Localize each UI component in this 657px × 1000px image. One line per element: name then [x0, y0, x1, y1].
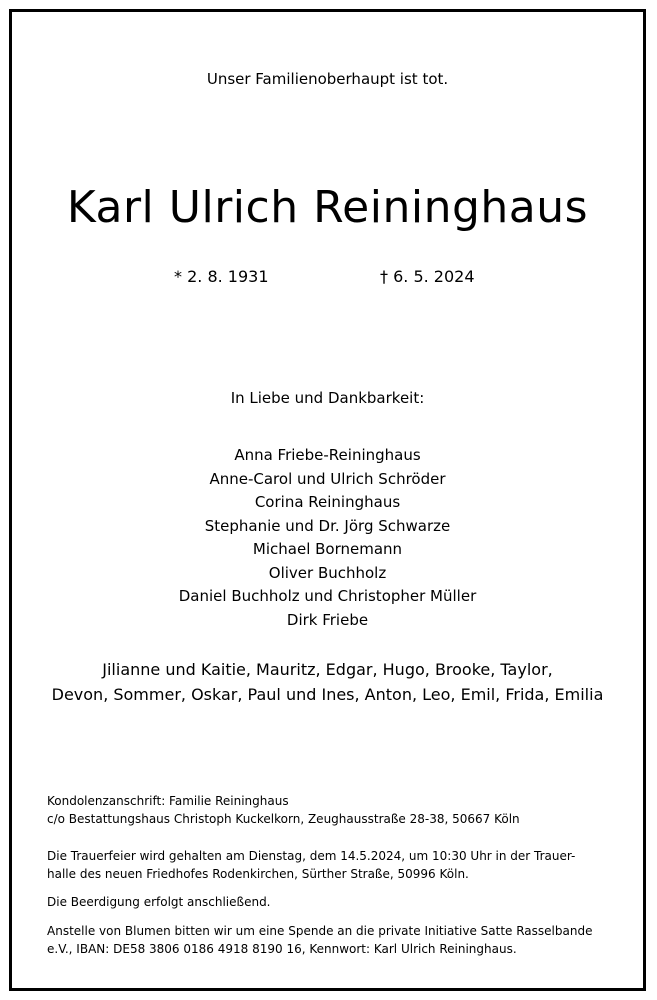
mourner-item: Stephanie und Dr. Jörg Schwarze	[204, 516, 451, 535]
ceremony-line: Die Trauerfeier wird gehalten am Dienstag, dem 14.5.2024, um 10:30 Uhr in der Trauer-	[47, 849, 576, 863]
mourner-item: Anne-Carol und Ulrich Schröder	[209, 469, 446, 488]
gratitude-line: In Liebe und Dankbarkeit:	[230, 389, 425, 407]
intro-text: Unser Familienoberhaupt ist tot.	[206, 70, 449, 88]
death-date: † 6. 5. 2024	[380, 267, 475, 286]
mourner-item: Michael Bornemann	[252, 540, 403, 558]
obituary-frame	[9, 9, 646, 991]
mourner-item: Dirk Friebe	[286, 610, 369, 629]
ceremony-info	[47, 848, 627, 883]
grandchildren-line: Jilianne und Kaitie, Mauritz, Edgar, Hugo, Brooke, Taylor,	[102, 660, 553, 679]
mourner-item: Daniel Buchholz und Christopher Müller	[178, 587, 477, 605]
mourners-list	[12, 444, 643, 632]
donation-info	[47, 923, 627, 958]
grandchildren-line: Devon, Sommer, Oskar, Paul und Ines, Anton, Leo, Emil, Frida, Emilia	[51, 685, 604, 704]
mourner-item: Anna Friebe-Reininghaus	[234, 446, 421, 464]
mourner-item: Oliver Buchholz	[268, 563, 387, 582]
burial-line: Die Beerdigung erfolgt anschließend.	[47, 895, 271, 909]
burial-info	[47, 894, 627, 912]
donation-line: Anstelle von Blumen bitten wir um eine Spende an die private Initiative Satte Rasselbande	[47, 924, 593, 938]
deceased-name: Karl Ulrich Reininghaus	[66, 182, 589, 233]
birth-date: * 2. 8. 1931	[174, 267, 269, 286]
grandchildren-block	[12, 657, 643, 707]
condolence-line: Kondolenzanschrift: Familie Reininghaus	[47, 794, 289, 808]
condolence-address	[47, 793, 627, 828]
ceremony-line: halle des neuen Friedhofes Rodenkirchen, Sürther Straße, 50996 Köln.	[47, 866, 469, 881]
mourner-item: Corina Reininghaus	[254, 493, 401, 511]
condolence-line: c/o Bestattungshaus Christoph Kuckelkorn, Zeughausstraße 28-38, 50667 Köln	[47, 811, 520, 826]
donation-line: e.V., IBAN: DE58 3806 0186 4918 8190 16, Kennwort: Karl Ulrich Reininghaus.	[47, 941, 517, 956]
